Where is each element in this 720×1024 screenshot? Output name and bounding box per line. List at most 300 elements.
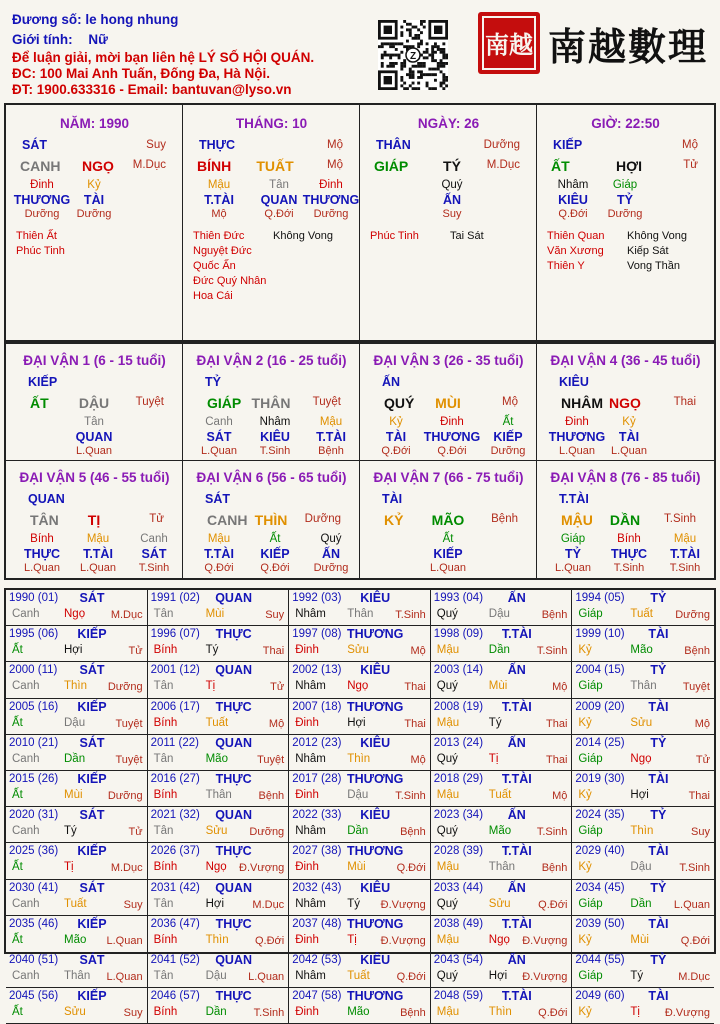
year-stem: Mậu (436, 1006, 460, 1019)
pillar-stem: ẤT (551, 158, 570, 174)
dai-van-stem-god: SÁT (205, 492, 230, 506)
year-god: KIÊU (360, 808, 391, 823)
year-label: 2035 (46) (9, 917, 59, 930)
year-cell (289, 952, 431, 988)
year-god: ẤN (507, 880, 526, 895)
year-label: 2040 (51) (9, 954, 59, 966)
year-label: 1995 (06) (9, 628, 59, 641)
year-stem: Nhâm (295, 970, 326, 982)
year-god: THỰC (215, 916, 252, 931)
year-cell (148, 916, 290, 952)
year-god: TỶ (650, 735, 667, 750)
year-branch: Hợi (205, 897, 224, 910)
year-branch: Dậu (205, 970, 227, 982)
year-cell (289, 626, 431, 662)
year-label: 2032 (43) (292, 881, 342, 894)
year-label: 2013 (24) (433, 736, 484, 749)
brand-logo: 南越數理 (548, 24, 709, 69)
year-branch: Tý (205, 644, 219, 657)
year-stage: Đ.Vượng (380, 934, 426, 947)
year-god: TỶ (650, 591, 667, 605)
hidden-stem-god: T.TÀI (670, 547, 700, 561)
year-cell (6, 735, 148, 771)
year-branch: Dần (630, 897, 652, 910)
year-cell (289, 699, 431, 735)
year-stem: Tân (153, 825, 174, 838)
dai-van-cell (360, 344, 537, 461)
year-god: SÁT (79, 591, 105, 605)
year-stem: Bính (153, 716, 178, 729)
year-cell (572, 771, 714, 807)
year-cell (431, 843, 573, 879)
pillar-stem-stage: Suy (146, 139, 166, 151)
year-label: 1996 (07) (150, 628, 200, 641)
year-god: T.TÀI (501, 627, 532, 642)
year-stage: Mộ (694, 717, 710, 730)
year-stem: Mậu (436, 644, 460, 657)
year-cell (431, 880, 573, 916)
year-stage: Bệnh (541, 609, 568, 621)
pillar-stem-god: THÂN (376, 138, 411, 152)
year-god: KIÊU (360, 663, 391, 678)
pillar-branch-stage: M.Dục (132, 159, 166, 171)
hidden-stem: Kỷ (622, 416, 636, 428)
year-stage: Q.Đới (396, 971, 426, 983)
year-branch: Sửu (630, 716, 653, 729)
yearly-grid (4, 588, 716, 1020)
year-god: THƯƠNG (346, 916, 404, 931)
header (0, 0, 720, 100)
hidden-stem-god: TÀI (83, 193, 105, 207)
year-branch: Mùi (205, 608, 225, 620)
year-cell (148, 662, 290, 698)
year-stage: M.Dục (678, 971, 710, 983)
hidden-stem: Mậu (86, 533, 110, 545)
year-stage: Đ.Vượng (664, 1007, 710, 1020)
pillar-title: NGÀY: 26 (417, 116, 480, 131)
shensha-star: Phúc Tinh (16, 245, 65, 257)
year-branch: Mão (205, 752, 228, 765)
year-stage: Q.Đới (680, 934, 710, 947)
year-label: 2001 (12) (150, 664, 200, 677)
dai-van-stem: NHÂM (561, 395, 603, 411)
year-stem: Bính (153, 1006, 178, 1019)
dai-van-stem-god: KIẾP (28, 375, 58, 389)
pillar-title: THÁNG: 10 (235, 116, 308, 131)
year-cell (572, 843, 714, 879)
year-stage: Dưỡng (107, 681, 143, 694)
year-god: TÀI (648, 627, 669, 642)
dai-van-branch-stage: Dưỡng (304, 513, 341, 525)
owner-name: Đương số: le hong nhung (12, 12, 179, 27)
hidden-stem: Đinh (440, 416, 464, 428)
year-label: 1993 (04) (433, 592, 484, 604)
hidden-stem: Mậu (207, 179, 231, 191)
year-stage: T.Sinh (395, 790, 426, 802)
year-stage: Q.Đới (396, 862, 426, 875)
year-cell (572, 699, 714, 735)
year-stem: Bính (153, 861, 178, 874)
year-stage: Bệnh (400, 826, 426, 839)
hidden-stem-god: THƯƠNG (548, 430, 606, 444)
hidden-stem-stage: Dưỡng (313, 562, 349, 574)
year-branch: Sửu (347, 644, 369, 657)
year-stage: Thai (262, 645, 285, 658)
shensha-star: Đức Quý Nhân (193, 275, 267, 287)
year-branch: Tý (630, 970, 644, 982)
year-stage: Đ.Vượng (522, 971, 568, 983)
year-label: 2047 (58) (292, 990, 342, 1003)
year-god: T.TÀI (501, 989, 532, 1004)
year-stem: Tân (153, 680, 174, 693)
hidden-stem: Đinh (30, 179, 54, 191)
year-stem: Kỷ (578, 1006, 592, 1019)
year-branch: Dậu (64, 716, 86, 729)
pillar-cell (360, 105, 537, 340)
year-stem: Mậu (436, 789, 460, 801)
year-stem: Giáp (578, 680, 603, 693)
shensha-star: Tai Sát (450, 230, 484, 242)
hidden-stem: Tân (269, 179, 289, 191)
year-stem: Ất (12, 1006, 23, 1019)
hidden-stem-god: THƯƠNG (423, 430, 481, 444)
hidden-stem-god: THƯƠNG (13, 193, 71, 207)
year-branch: Hợi (347, 716, 366, 729)
year-branch: Tị (347, 933, 357, 946)
hidden-stem-stage: T.Sinh (613, 562, 645, 574)
year-stage: Thai (404, 681, 426, 694)
year-stem: Kỷ (578, 933, 592, 946)
year-stem: Ất (12, 716, 23, 729)
pillar-stem-stage: Dưỡng (483, 139, 520, 151)
hidden-stem: Kỷ (87, 179, 101, 191)
year-label: 1998 (09) (433, 628, 484, 641)
dai-van-panel (4, 342, 716, 580)
seal-text: 南越 (485, 30, 533, 59)
year-god: SÁT (79, 953, 105, 967)
year-branch: Ngọ (630, 752, 652, 765)
year-stage: Q.Đới (254, 934, 285, 947)
year-stage: Mộ (410, 753, 426, 766)
year-stage: Đ.Vượng (522, 934, 568, 947)
year-cell (431, 916, 573, 952)
year-stem: Bính (153, 933, 178, 946)
dai-van-branch: TỊ (87, 512, 101, 528)
year-god: TÀI (648, 772, 669, 786)
hidden-stem-stage: Q.Đới (264, 208, 294, 220)
year-god: THƯƠNG (346, 699, 404, 714)
year-stem: Bính (153, 789, 178, 801)
pillar-stem-stage: Mộ (327, 139, 343, 151)
year-branch: Ngọ (64, 608, 86, 620)
hidden-stem-stage: T.Sinh (259, 445, 291, 457)
year-stem: Canh (12, 897, 40, 910)
year-label: 2007 (18) (292, 700, 342, 713)
hidden-stem-stage: Q.Đới (381, 445, 411, 457)
year-label: 2021 (32) (150, 809, 200, 822)
year-god: ẤN (507, 735, 526, 750)
hidden-stem-god: SÁT (141, 547, 167, 561)
year-branch: Tị (205, 680, 216, 693)
dai-van-branch: DẦN (609, 512, 641, 528)
dai-van-title: ĐẠI VẬN 1 (6 - 15 tuổi) (23, 353, 166, 368)
year-stage: T.Sinh (679, 862, 710, 875)
year-branch: Dậu (630, 861, 652, 874)
dai-van-branch: THÌN (254, 512, 288, 528)
year-stage: Q.Đới (538, 1007, 568, 1020)
year-cell (572, 590, 714, 626)
year-god: TÀI (648, 916, 669, 931)
year-stage: Bệnh (541, 862, 568, 875)
pillar-cell (537, 105, 714, 340)
shensha-star: Thiên Đức (193, 230, 245, 242)
hidden-stem: Ất (502, 416, 514, 428)
year-stem: Kỷ (578, 644, 592, 657)
hidden-stem-god: ẤN (442, 193, 462, 207)
year-stem: Kỷ (578, 716, 592, 729)
hidden-stem-god: KIẾP (260, 547, 290, 561)
year-god: T.TÀI (501, 772, 532, 786)
year-label: 2030 (41) (9, 881, 59, 894)
dai-van-stem-god: KIÊU (559, 375, 589, 389)
year-god: THỰC (215, 627, 252, 642)
year-stage: Suy (123, 1007, 143, 1020)
year-stem: Đinh (295, 716, 319, 729)
year-cell (572, 916, 714, 952)
hidden-stem: Mậu (207, 533, 231, 545)
year-stem: Tân (153, 970, 174, 982)
year-branch: Sửu (64, 1006, 86, 1019)
year-cell (148, 843, 290, 879)
year-branch: Mùi (630, 933, 649, 946)
hidden-stem: Ất (269, 533, 281, 545)
hidden-stem: Quý (441, 179, 463, 191)
pillar-branch-stage: Mộ (327, 159, 343, 171)
year-cell (6, 590, 148, 626)
year-branch: Thìn (205, 933, 229, 946)
year-label: 2044 (55) (575, 954, 625, 966)
year-cell (289, 988, 431, 1024)
year-label: 2016 (27) (150, 773, 200, 785)
year-branch: Sửu (488, 897, 511, 910)
hidden-stem-stage: Q.Đới (260, 562, 290, 574)
year-branch: Dần (64, 752, 86, 765)
dai-van-cell (183, 344, 360, 461)
year-stage: Bệnh (258, 790, 285, 802)
shensha-star: Không Vong (627, 230, 687, 242)
dai-van-title: ĐẠI VẬN 2 (16 - 25 tuổi) (196, 353, 347, 368)
year-branch: Tuất (630, 608, 653, 620)
year-god: T.TÀI (501, 699, 532, 714)
pillar-branch-stage: M.Dục (486, 159, 520, 171)
year-stem: Quý (436, 680, 458, 693)
shensha-star: Kiếp Sát (627, 245, 669, 257)
year-cell (6, 699, 148, 735)
year-label: 2029 (40) (575, 845, 625, 858)
year-branch: Tị (488, 752, 499, 765)
year-god: ẤN (507, 591, 526, 605)
hidden-stem-stage: Mộ (211, 208, 227, 220)
hidden-stem-god: TỶ (617, 193, 633, 207)
year-stem: Giáp (578, 897, 603, 910)
dai-van-title: ĐẠI VẬN 8 (76 - 85 tuổi) (550, 470, 701, 485)
year-stage: Tuyệt (115, 753, 143, 766)
hidden-stem-stage: L.Quan (75, 445, 113, 457)
year-stem: Giáp (578, 825, 603, 838)
shensha-star: Thiên Quan (547, 230, 605, 242)
pillar-branch: HỢI (616, 158, 642, 174)
year-god: KIÊU (360, 735, 391, 750)
dai-van-branch-stage: Bệnh (491, 513, 518, 525)
year-god: ẤN (507, 663, 526, 678)
shensha-star: Thiên Y (547, 260, 585, 272)
year-label: 2019 (30) (575, 773, 625, 785)
hidden-stem: Giáp (560, 533, 586, 545)
hidden-stem-stage: L.Quan (79, 562, 117, 574)
year-branch: Ngọ (488, 933, 510, 946)
year-god: QUAN (215, 880, 252, 895)
pillar-branch: NGỌ (82, 158, 114, 174)
year-god: KIẾP (77, 627, 107, 642)
hidden-stem-stage: T.Sinh (669, 562, 701, 574)
year-stem: Canh (12, 680, 40, 693)
dai-van-branch-stage: T.Sinh (664, 513, 696, 525)
year-cell (431, 699, 573, 735)
hidden-stem-stage: Dưỡng (490, 445, 526, 457)
hidden-stem: Bính (617, 533, 641, 545)
hidden-stem: Canh (205, 416, 233, 428)
hidden-stem-stage: L.Quan (429, 562, 467, 574)
hidden-stem: Quý (320, 533, 342, 545)
dai-van-stem-god: QUAN (28, 492, 65, 506)
year-god: QUAN (215, 735, 252, 750)
year-stage: Suy (691, 826, 710, 839)
year-cell (289, 735, 431, 771)
dai-van-title: ĐẠI VẬN 3 (26 - 35 tuổi) (373, 353, 524, 368)
year-god: TỶ (650, 880, 667, 895)
year-stem: Mậu (436, 716, 460, 729)
dai-van-branch: THÂN (251, 395, 291, 411)
year-stage: M.Dục (252, 898, 285, 911)
pillar-title: NĂM: 1990 (59, 116, 130, 131)
pillar-stem-god: THỰC (199, 138, 236, 152)
hidden-stem: Đinh (565, 416, 589, 428)
year-stem: Đinh (295, 789, 319, 801)
year-label: 2018 (29) (433, 773, 484, 785)
year-label: 2027 (38) (292, 845, 342, 858)
year-cell (431, 952, 573, 988)
year-branch: Tị (630, 1006, 640, 1019)
pillar-stem-stage: Mộ (682, 139, 698, 151)
year-label: 2014 (25) (575, 736, 625, 749)
year-stage: Tuyệt (257, 753, 285, 766)
pillar-branch-stage: Tử (683, 159, 698, 171)
year-branch: Tuất (205, 716, 229, 729)
year-branch: Dần (488, 644, 510, 657)
year-stage: Tử (128, 645, 143, 658)
year-branch: Tị (64, 861, 74, 874)
year-branch: Mão (64, 933, 87, 946)
year-cell (6, 807, 148, 843)
shensha-star: Thiên Ất (16, 230, 57, 242)
seal-icon (478, 12, 540, 74)
shensha-star: Hoa Cái (193, 290, 233, 302)
dai-van-stem: GIÁP (207, 395, 242, 411)
dai-van-branch: MÃO (431, 512, 465, 528)
year-god: QUAN (215, 663, 252, 678)
year-label: 2041 (52) (150, 954, 200, 966)
year-branch: Thìn (630, 825, 654, 838)
year-stage: Đ.Vượng (380, 898, 426, 911)
year-cell (6, 771, 148, 807)
year-label: 2049 (60) (575, 990, 625, 1003)
year-label: 2011 (22) (150, 736, 199, 749)
year-stem: Canh (12, 752, 40, 765)
year-branch: Thân (64, 970, 91, 982)
year-stage: Q.Đới (538, 898, 568, 911)
year-stem: Nhâm (295, 825, 326, 838)
hidden-stem-god: QUAN (260, 193, 298, 207)
shensha-star: Vong Thần (627, 260, 681, 272)
year-label: 2004 (15) (575, 664, 625, 677)
dai-van-cell (183, 461, 360, 578)
pillars-panel (4, 103, 716, 342)
year-label: 1992 (03) (292, 592, 342, 604)
year-god: QUAN (215, 591, 252, 605)
year-god: KIÊU (360, 880, 391, 895)
year-stem: Đinh (295, 1006, 319, 1019)
year-god: TỶ (650, 663, 667, 678)
year-cell (6, 880, 148, 916)
year-stem: Canh (12, 970, 40, 982)
dai-van-title: ĐẠI VẬN 4 (36 - 45 tuổi) (550, 353, 701, 368)
pillar-branch: TUẤT (256, 158, 294, 174)
year-branch: Tuất (488, 789, 512, 801)
dai-van-stem: MẬU (561, 512, 593, 528)
year-stem: Đinh (295, 861, 319, 874)
year-label: 1997 (08) (292, 628, 342, 641)
dai-van-cell (537, 344, 714, 461)
year-branch: Mùi (347, 861, 366, 874)
year-cell (148, 952, 290, 988)
year-stage: Đ.Vượng (239, 862, 285, 875)
year-stage: T.Sinh (536, 645, 568, 658)
year-label: 2043 (54) (433, 954, 484, 966)
year-label: 2028 (39) (433, 845, 484, 858)
year-branch: Hợi (488, 970, 508, 982)
hidden-stem: Canh (140, 533, 168, 545)
year-label: 1991 (02) (150, 592, 200, 604)
year-god: TÀI (648, 699, 669, 714)
hidden-stem-god: TÀI (385, 430, 407, 444)
year-branch: Ngọ (347, 680, 369, 693)
year-god: TÀI (648, 989, 669, 1004)
dai-van-cell (6, 461, 183, 578)
year-stage: Thai (688, 790, 710, 802)
year-god: SÁT (79, 735, 105, 750)
hidden-stem-stage: Dưỡng (76, 208, 112, 220)
pillar-stem: GIÁP (374, 158, 409, 174)
year-stem: Quý (436, 897, 458, 910)
year-stem: Quý (436, 752, 458, 765)
year-god: THỰC (215, 699, 252, 714)
year-label: 2002 (13) (292, 664, 342, 677)
year-stem: Canh (12, 608, 40, 620)
hidden-stem-god: THỰC (610, 547, 648, 561)
year-god: ẤN (507, 808, 526, 823)
year-stem: Giáp (578, 970, 603, 982)
year-branch: Mùi (488, 680, 508, 693)
